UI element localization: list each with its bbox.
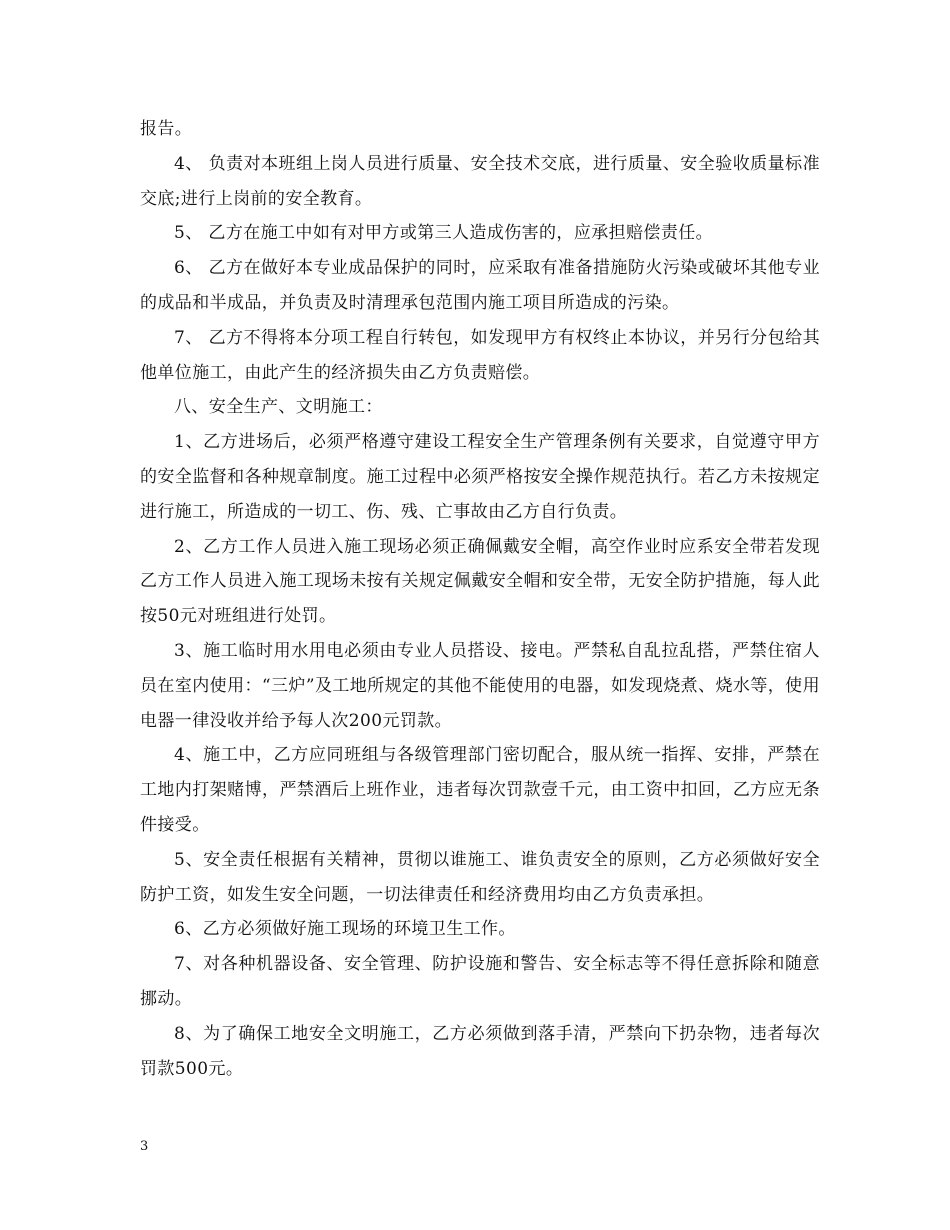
document-body (140, 112, 820, 1086)
paragraph-item-6-product-protection: 6、 乙方在做好本专业成品保护的同时，应采取有准备措施防火污染或破坏其他专业的成品和半成品，并负责及时清理承包范围内施工项目所造成的污染。 (140, 258, 820, 313)
paragraph-item-7-no-subcontract: 7、 乙方不得将本分项工程自行转包，如发现甲方有权终止本协议，并另行分包给其他单位施工，由此产生的经济损失由乙方负责赔偿。 (140, 327, 820, 383)
paragraph-safety-6-hygiene: 6、乙方必须做好施工现场的环境卫生工作。 (174, 919, 516, 940)
paragraph-safety-1-regulations: 1、乙方进场后，必须严格遵守建设工程安全生产管理条例有关要求，自觉遵守甲方的安全监督和各种规章制度。施工过程中必须严格按安全操作规范执行。若乙方未按规定进行施工，所造成的一切工、伤、残、亡事故由乙方自行负责。 (140, 432, 820, 522)
page-number: 3 (140, 1139, 149, 1154)
paragraph-report-end: 报告。 (140, 119, 193, 139)
paragraph-safety-4-discipline: 4、施工中，乙方应同班组与各级管理部门密切配合，服从统一指挥、安排，严禁在工地内打架赌博，严禁酒后上班作业，违者每次罚款壹千元，由工资中扣回，乙方应无条件接受。 (140, 745, 820, 835)
paragraph-item-4-quality-briefing: 4、 负责对本班组上岗人员进行质量、安全技术交底，进行质量、安全验收质量标准交底;进行上岗前的安全教育。 (140, 153, 820, 209)
section-heading-safety: 八、安全生产、文明施工： (174, 397, 383, 418)
paragraph-safety-5-responsibility: 5、安全责任根据有关精神，贯彻以谁施工、谁负责安全的原则，乙方必须做好安全防护工资，如发生安全问题，一切法律责任和经济费用均由乙方负责承担。 (140, 849, 820, 905)
paragraph-safety-3-electricity: 3、施工临时用水用电必须由专业人员搭设、接电。严禁私自乱拉乱搭，严禁住宿人员在室内使用：“三炉”及工地所规定的其他不能使用的电器，如发现烧煮、烧水等，使用电器一律没收并给予每人次200元罚款。 (140, 640, 820, 731)
paragraph-safety-2-helmet: 2、乙方工作人员进入施工现场必须正确佩戴安全帽，高空作业时应系安全带若发现乙方工作人员进入施工现场未按有关规定佩戴安全帽和安全带，无安全防护措施，每人此按50元对班组进行处罚。 (140, 536, 820, 627)
paragraph-item-5-liability: 5、 乙方在施工中如有对甲方或第三人造成伤害的，应承担赔偿责任。 (174, 223, 714, 244)
paragraph-safety-7-equipment: 7、对各种机器设备、安全管理、防护设施和警告、安全标志等不得任意拆除和随意挪动。 (140, 954, 820, 1009)
paragraph-safety-8-cleanup: 8、为了确保工地安全文明施工，乙方必须做到落手清，严禁向下扔杂物，违者每次罚款500元。 (140, 1023, 820, 1079)
